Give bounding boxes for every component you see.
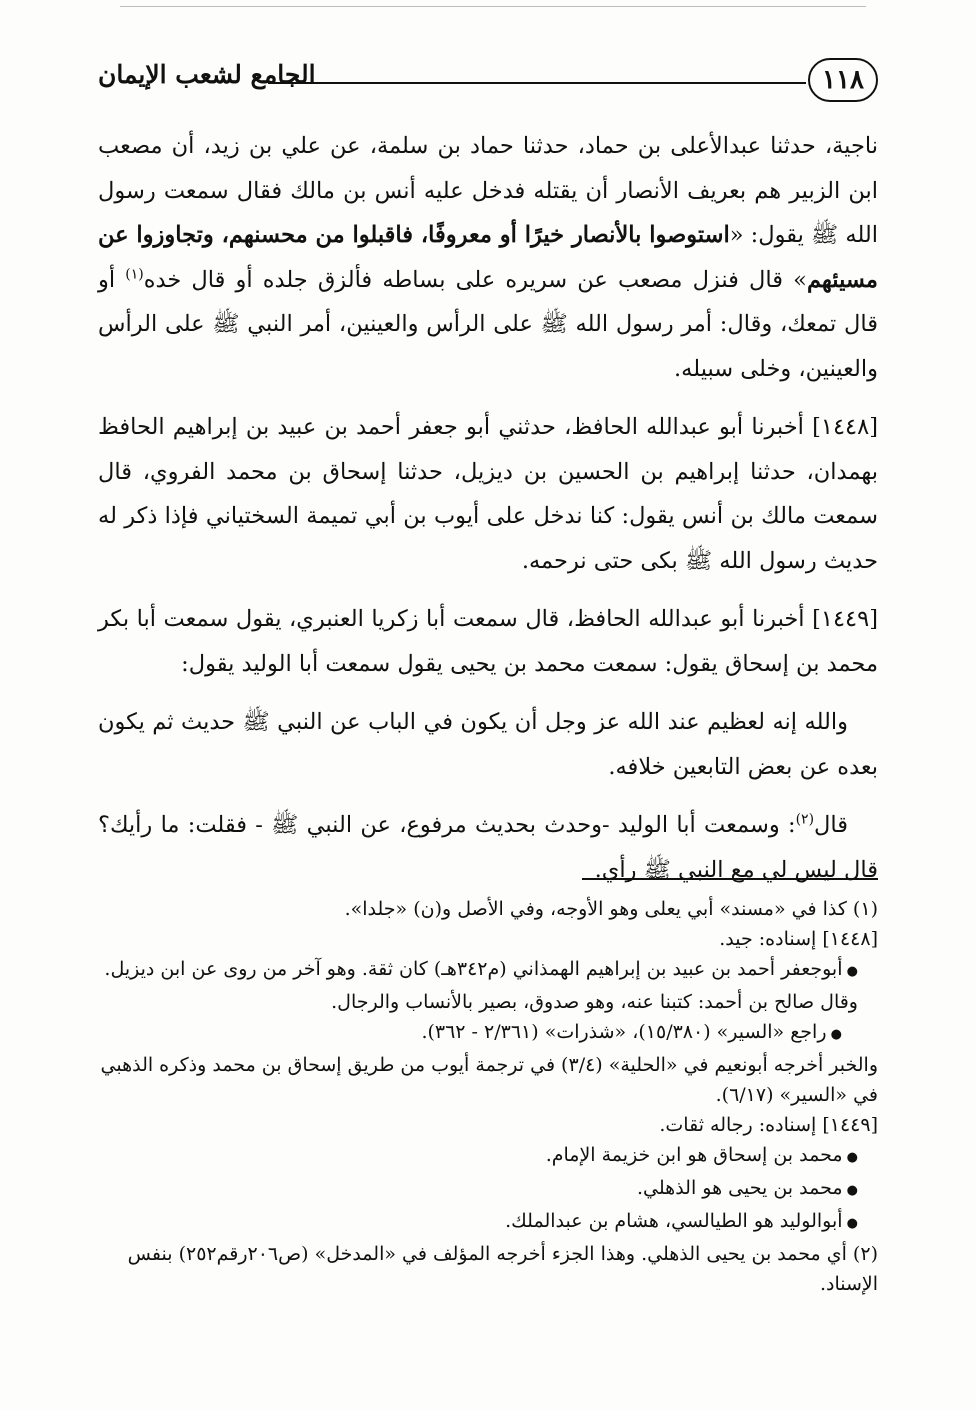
footnote-1448-grade: [١٤٤٨] إسناده: جيد. xyxy=(719,928,878,950)
footnote-bullet-ibn-yahya: ● محمد بن يحيى هو الذهلي. xyxy=(98,1173,878,1206)
header-rule xyxy=(268,82,806,84)
footnote-bullet-abu-jafar: ● أبوجعفر أحمد بن عبيد بن إبراهيم الهمذاني (م٣٤٢هـ) كان ثقة. وهو آخر من روى عن ابن ديزيل. وقال صالح بن أحمد: كتبنا عنه، وهو صدوق، بصير بالأنساب والرجال. xyxy=(98,954,878,1017)
footnote-bullet-ibn-ishaq: ● محمد بن إسحاق هو ابن خزيمة الإمام. xyxy=(98,1140,878,1173)
footnote-2: (٢) أي محمد بن يحيى الذهلي. وهذا الجزء أخرجه المؤلف في «المدخل» (ص٢٠٦رقم٢٥٢) بنفس الإسناد. xyxy=(127,1243,878,1295)
footnote-1: (١) كذا في «مسند» أبي يعلى وهو الأوجه، وفي الأصل و(ن) «جلدا». xyxy=(344,898,878,920)
paragraph-1448: [١٤٤٨] أخبرنا أبو عبدالله الحافظ، حدثني أبو جعفر أحمد بن عبيد بن إبراهيم الحافظ بهمدان، حدثنا إبراهيم بن الحسين بن ديزيل، حدثنا إسحاق بن محمد الفروي، قال سمعت مالك بن أنس يقول: كنا ندخل على أيوب بن أبي تميمة السختياني فإذا ذكر له حديث رسول الله ﷺ بكى حتى نرحمه. xyxy=(98,414,878,574)
footnote-hilya: والخبر أخرجه أبونعيم في «الحلية» (٣/٤) في ترجمة أيوب من طريق إسحاق بن محمد وذكره الذهبي في «السير» (٦/١٧). xyxy=(100,1054,878,1106)
footnote-1449-grade: [١٤٤٩] إسناده: رجاله ثقات. xyxy=(659,1114,878,1136)
footnote-reference-siyar: ● راجع «السير» (١٥/٣٨٠)، «شذرات» (٢/٣٦١ - ٣٦٢). xyxy=(98,1017,878,1050)
page-number: ١١٨ xyxy=(808,58,878,102)
main-text xyxy=(98,124,878,892)
paragraph-quote: والله إنه لعظيم عند الله عز وجل أن يكون في الباب عن النبي ﷺ حديث ثم يكون بعده عن بعض التابعين خلافه. xyxy=(98,709,878,780)
page-header xyxy=(98,58,878,108)
hadith-quote: استوصوا بالأنصار خيرًا أو معروفًا، فاقبلوا من محسنهم، وتجاوزوا عن مسيئهم xyxy=(98,222,878,293)
footnote-bullet-abu-walid: ● أبوالوليد هو الطيالسي، هشام بن عبدالملك. xyxy=(98,1206,878,1239)
footnote-ref-1[interactable]: (١) xyxy=(125,266,144,282)
paragraph-1449: [١٤٤٩] أخبرنا أبو عبدالله الحافظ، قال سمعت أبا زكريا العنبري، يقول سمعت أبا بكر محمد بن إسحاق يقول: سمعت محمد بن يحيى يقول سمعت أبا الوليد يقول: xyxy=(98,606,878,677)
paragraph-1 xyxy=(98,124,878,391)
p1-text-c: أو قال تمعك، وقال: أمر رسول الله ﷺ على الرأس والعينين، أمر النبي ﷺ على الرأس والعينين، وخلى سبيله. xyxy=(98,266,878,382)
p5-text-b: : وسمعت أبا الوليد -وحدث بحديث مرفوع، عن النبي ﷺ - فقلت: ما رأيك؟ قال ليس لي مع النبي ﷺ رأي. xyxy=(98,812,878,883)
footnote-separator xyxy=(582,878,878,880)
footnote-ref-2[interactable]: (٢) xyxy=(795,811,815,828)
top-edge-rule xyxy=(120,6,866,7)
footnotes xyxy=(98,894,878,1299)
p5-text-a: قال xyxy=(814,812,848,838)
book-title: الجامع لشعب الإيمان xyxy=(98,60,316,89)
p1-text-b: » قال فنزل مصعب عن سريره على بساطه فألزق جلده أو قال خده xyxy=(143,266,807,293)
p1-text-a: ناجية، حدثنا عبدالأعلى بن حماد، حدثنا حماد بن سلمة، عن علي بن زيد، أن مصعب ابن الزبير هم بعريف الأنصار أن يقتله فدخل عليه أنس بن مالك فقال سمعت رسول الله ﷺ يقول: « xyxy=(98,133,878,248)
